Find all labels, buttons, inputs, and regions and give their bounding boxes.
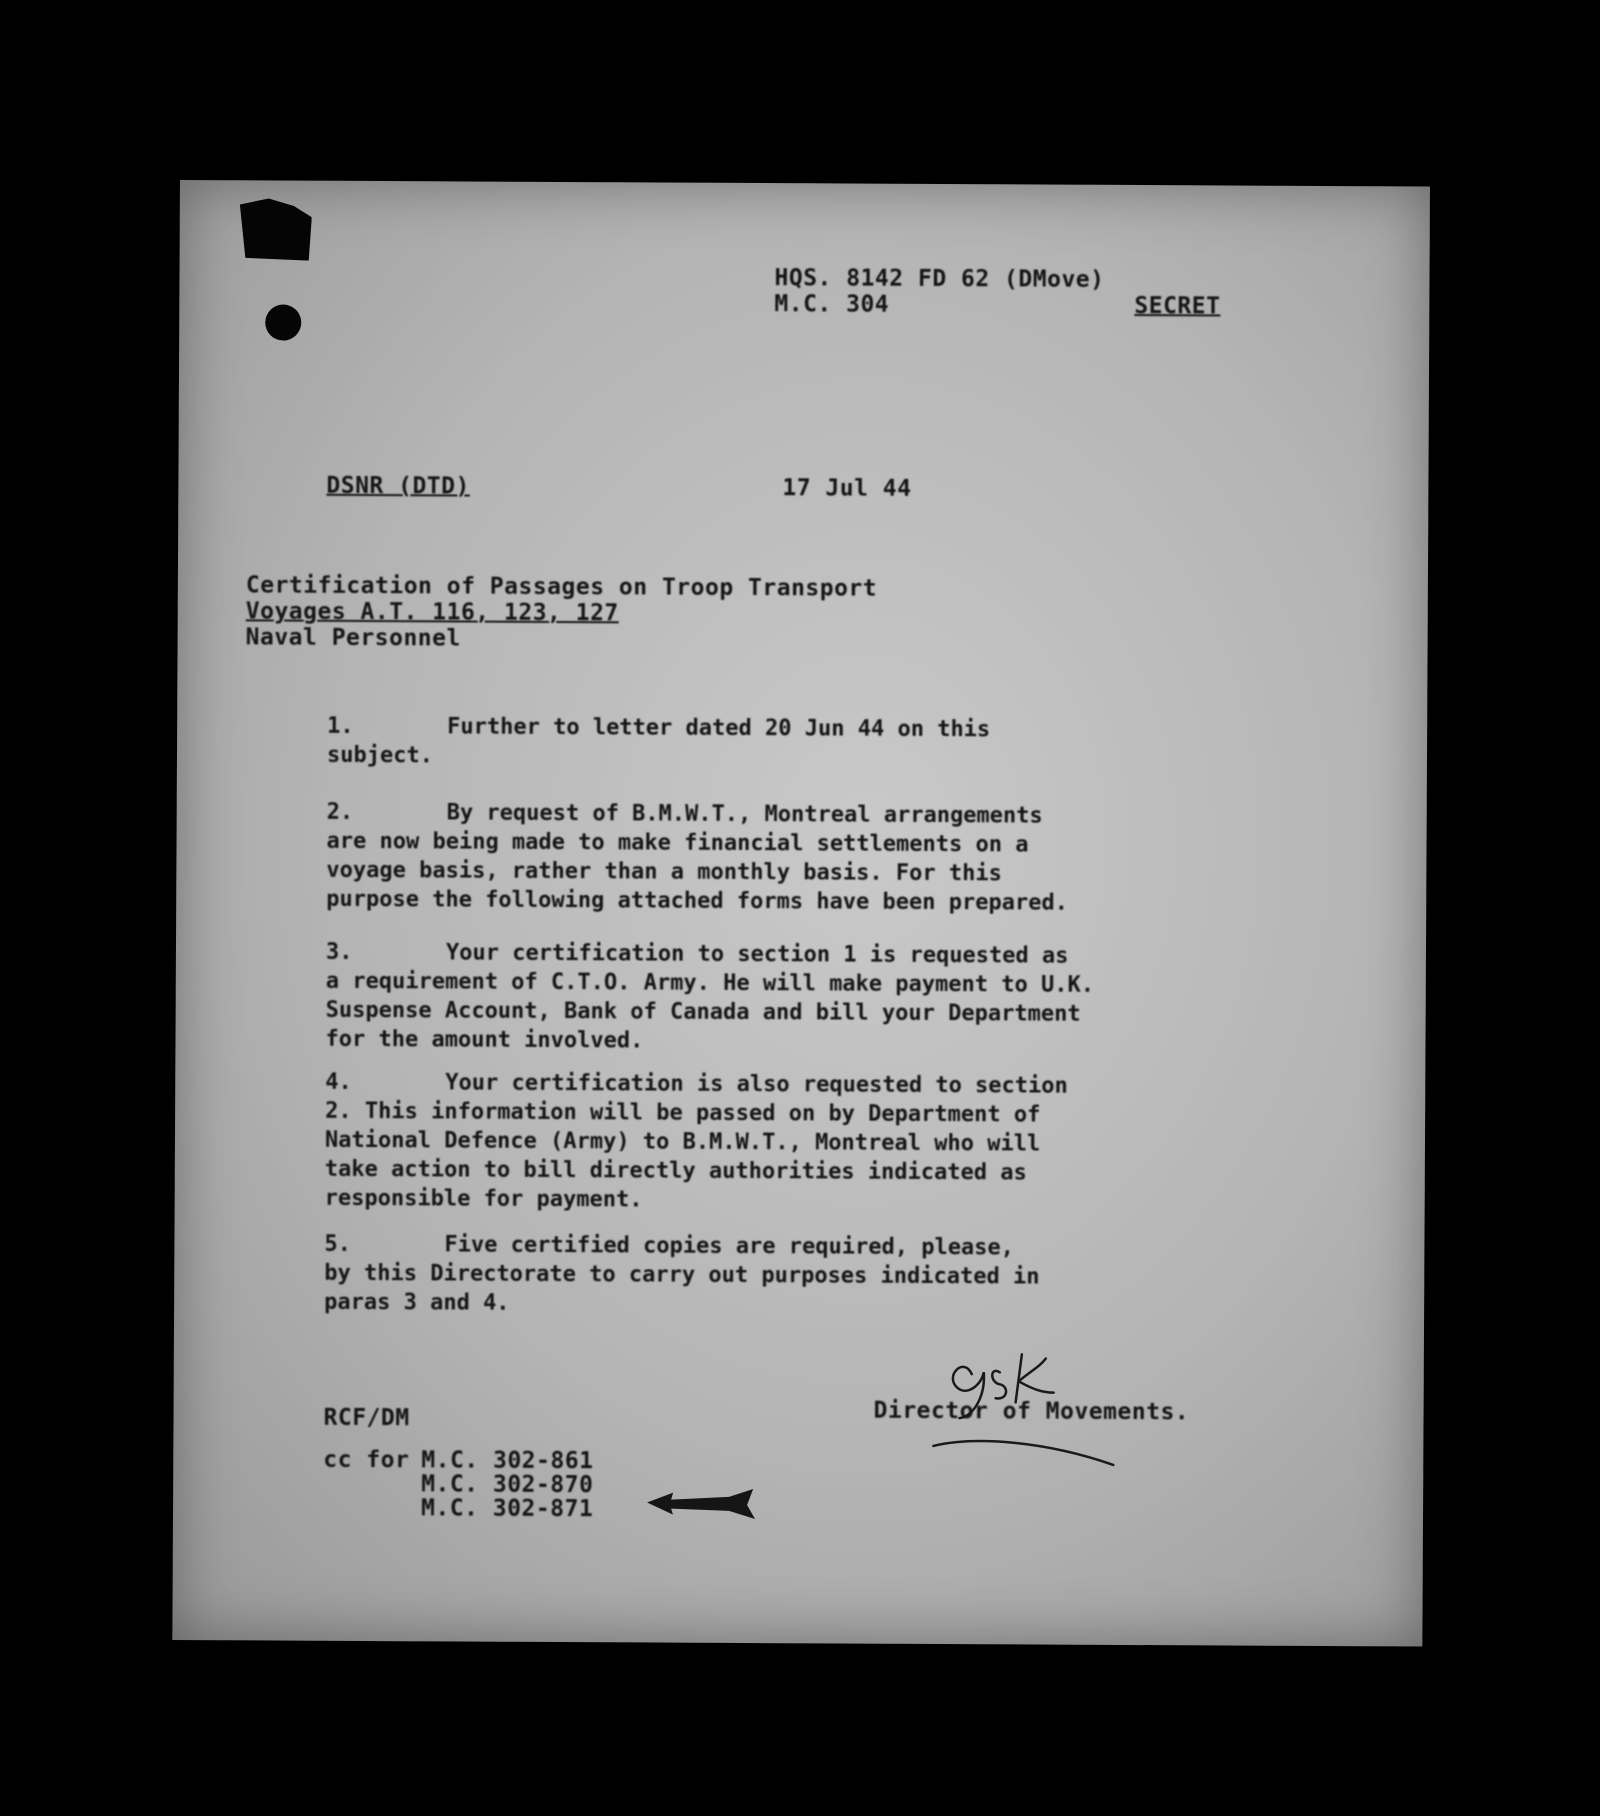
paragraph-number: 4. [325,1069,352,1095]
paragraph-text: By request of B.M.W.T., Montreal arrangements are now being made to make financial settlements on a voyage basis, rather than a monthly basis. For this purpose the following attached forms have been prepared. [326,800,1069,916]
ink-blot [240,198,312,260]
file-reference: HQS. 8142 FD 62 (DMove) [774,265,1105,293]
cc-item-2: M.C. 302-870 [421,1471,594,1499]
cc-item-1: M.C. 302-861 [421,1447,594,1475]
cc-item-3: M.C. 302-871 [420,1495,594,1523]
paragraph-text: Five certified copies are required, please, by this Directorate to carry out purposes indicated in paras 3 and 4. [324,1232,1040,1316]
paragraph-2 [326,769,1068,918]
document-page [172,180,1430,1647]
paragraph-text: Your certification is also requested to section 2. This information will be passed on by Department of National Defence (Army) to B.M.W.T., Montreal who will take action to bill directly authorities indicated as responsible for payment. [324,1070,1068,1213]
paragraph-text: Your certification to section 1 is requested as a requirement of C.T.O. Army. He will make payment to U.K. Suspense Account, Bank of Canada and bill your Department for the amount involved. [325,940,1095,1054]
paragraph-number: 1. [327,713,354,739]
paragraph-number: 3. [325,939,353,965]
punch-hole [265,304,301,340]
mc-reference: M.C. 304 [774,291,890,318]
paragraph-3 [325,909,1094,1058]
subject-line-2: Voyages A.T. 116, 123, 127 [245,598,619,627]
letter-date: 17 Jul 44 [782,475,912,502]
paragraph-number: 2. [326,799,354,825]
cc-label: cc for [323,1446,410,1474]
subject-line-3: Naval Personnel [245,624,461,652]
subject-line-1: Certification of Passages on Troop Transport [245,572,878,602]
paragraph-4 [325,1039,1068,1217]
signature-title: Director of Movements. [873,1397,1190,1426]
paragraph-5 [324,1201,1040,1321]
paragraph-text: Further to letter dated 20 Jun 44 on this subject. [326,714,991,769]
initials-reference: RCF/DM [323,1404,410,1432]
paragraph-1 [327,683,991,773]
paragraph-number: 5. [324,1231,351,1257]
arrow-icon [643,1484,763,1525]
addressee: DSNR (DTD) [326,472,470,500]
classification-marking: SECRET [1134,292,1221,320]
